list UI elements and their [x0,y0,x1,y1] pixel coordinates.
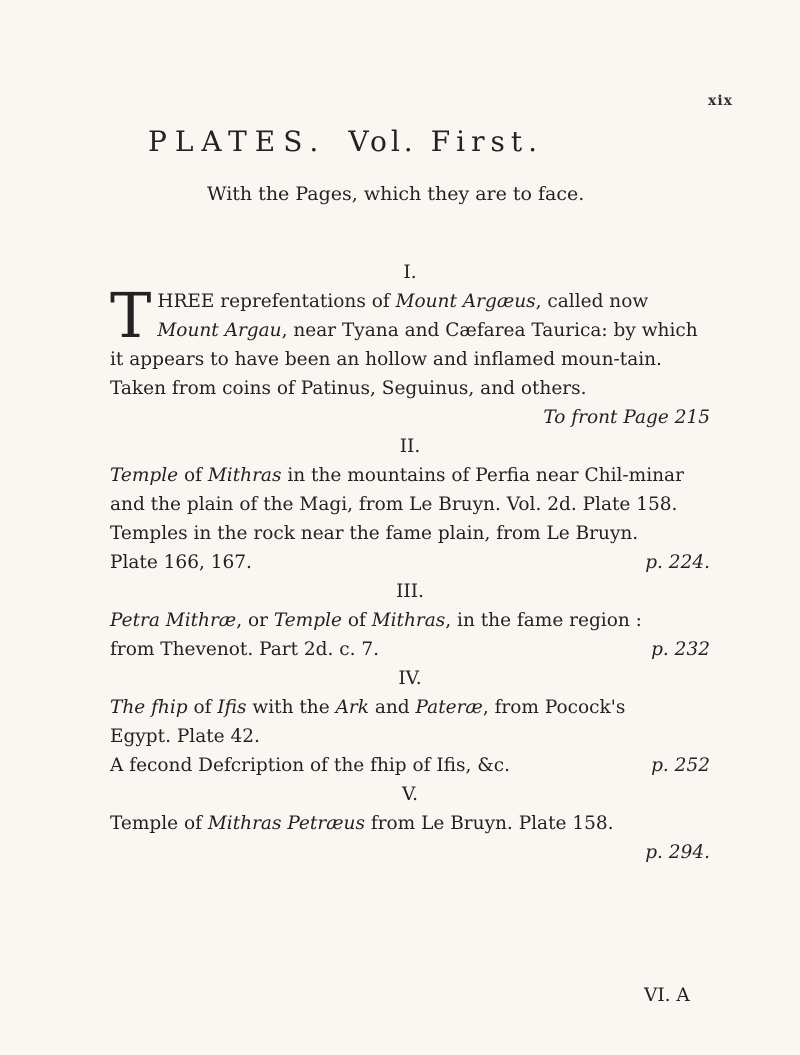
s1-text-a: HREE reprefentations of [157,291,396,312]
section-numeral-2: II. [399,436,421,457]
s5-italic-a: Mithras Petræus [207,813,365,834]
s4-text-f: A fecond Defcription of the fhip of Ifis, &c. [110,755,510,776]
section-3-page-ref: p. 232 [651,639,710,660]
s2-italic-a: Temple [110,465,179,486]
s2-text-c: Temples in the rock near the fame plain, from Le Bruyn. [110,523,639,544]
s5-text-a: Temple of [110,813,208,834]
catchword: VI. A [644,985,690,1006]
s4-italic-a: The fhip [110,697,188,718]
s3-italic-c: Mithras [371,610,446,631]
s4-text-b: with the [246,697,336,718]
s4-text-a: of [187,697,218,718]
section-numeral-1: I. [403,262,417,283]
section-5-page-ref: p. 294. [645,842,710,863]
heading-vol: Vol. [348,125,417,158]
section-1-page-ref: To front Page 215 [543,407,710,428]
page-heading [148,125,543,158]
section-numeral-4: IV. [398,668,422,689]
section-4-text [110,693,710,751]
s4-italic-b: Ifis [217,697,247,718]
s1-text-b: , called now [535,291,649,312]
plates-list [110,258,710,867]
section-numeral-5: V. [401,784,418,805]
s2-text-b: in the mountains of Perfia near Chil-minar and the plain of the Magi, from Le Bruyn. Vol. 2d. Plate 158. [110,465,684,515]
s2-italic-b: Mithras [207,465,282,486]
section-1-text [110,279,710,403]
s4-text-e: Egypt. Plate 42. [110,726,260,747]
section-2-last-line [110,548,710,577]
s4-text-d: , from Pocock's [482,697,626,718]
s4-italic-c: Ark [335,697,369,718]
s1-italic-a: Mount Argæus [395,291,536,312]
s2-text-d: Plate 166, 167. [110,552,252,573]
s3-italic-b: Temple [273,610,342,631]
heading-plates: PLATES. [148,125,327,158]
drop-cap: T [110,279,152,352]
heading-first: First. [430,125,543,158]
section-2-page-ref: p. 224. [645,552,710,573]
section-4-page-ref: p. 252 [651,755,710,776]
s1-text-rest: which it appears to have been an hollow and inflamed moun-tain. Taken from coins of Patinus, Seguinus, and others. [110,320,698,399]
s3-text-c: , in the fame region : [445,610,642,631]
section-3-last-line [110,635,710,664]
page-subtitle: With the Pages, which they are to face. [207,183,585,205]
s1-italic-b: Mount Argau [157,320,282,341]
section-5-text [110,809,710,838]
s3-text-d: from Thevenot. Part 2d. c. 7. [110,639,380,660]
section-4-last-line [110,751,710,780]
section-2-text [110,461,710,548]
s3-italic-a: Petra Mithræ [110,610,237,631]
s2-text-a: of [178,465,208,486]
s4-text-c: and [368,697,416,718]
s1-text-c: , near Tyana and Cæfarea Taurica: by [281,320,636,341]
section-numeral-3: III. [396,581,424,602]
s3-text-a: , or [236,610,274,631]
s3-text-b: of [341,610,372,631]
s5-text-b: from Le Bruyn. Plate 158. [364,813,614,834]
section-3-text [110,606,710,635]
s4-italic-d: Pateræ [415,697,483,718]
signature-mark: xix [708,93,734,109]
